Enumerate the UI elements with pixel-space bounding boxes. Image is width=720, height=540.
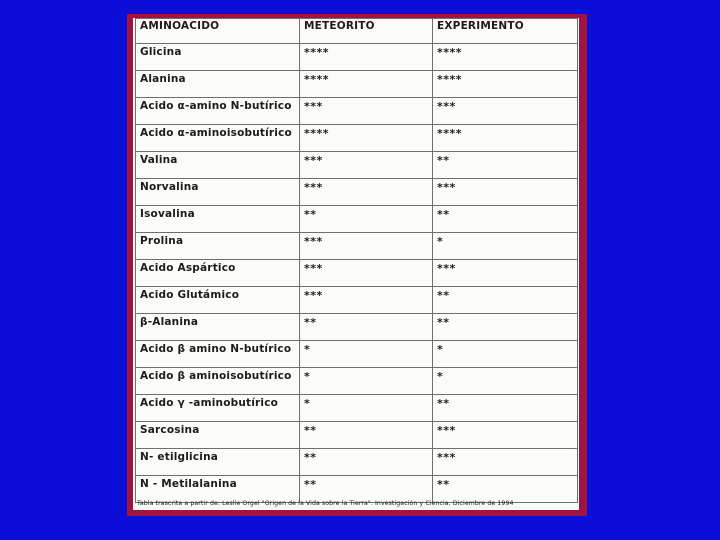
cell-meteorito: ** [300, 206, 433, 233]
cell-aminoacid: Prolina [136, 233, 300, 260]
header-experimento: EXPERIMENTO [433, 19, 578, 44]
table-row [136, 98, 578, 125]
table-row [136, 206, 578, 233]
cell-meteorito: ** [300, 476, 433, 503]
cell-experimento: *** [433, 422, 578, 449]
cell-meteorito: ** [300, 422, 433, 449]
cell-experimento: **** [433, 125, 578, 152]
cell-experimento: *** [433, 260, 578, 287]
cell-aminoacid: N - Metilalanina [136, 476, 300, 503]
cell-meteorito: * [300, 341, 433, 368]
header-aminoacido: AMINOACIDO [136, 19, 300, 44]
cell-aminoacid: Glicina [136, 44, 300, 71]
cell-meteorito: *** [300, 152, 433, 179]
cell-meteorito: **** [300, 71, 433, 98]
cell-aminoacid: Acido α-amino N-butírico [136, 98, 300, 125]
cell-meteorito: ** [300, 449, 433, 476]
table-header-row [136, 19, 578, 44]
cell-experimento: ** [433, 152, 578, 179]
cell-experimento: *** [433, 179, 578, 206]
cell-experimento: ** [433, 395, 578, 422]
cell-experimento: * [433, 341, 578, 368]
cell-experimento: **** [433, 71, 578, 98]
cell-aminoacid: Acido γ -aminobutírico [136, 395, 300, 422]
cell-meteorito: **** [300, 44, 433, 71]
cell-aminoacid: Alanina [136, 71, 300, 98]
cell-meteorito: *** [300, 260, 433, 287]
cell-meteorito: *** [300, 233, 433, 260]
table-row [136, 44, 578, 71]
header-meteorito: METEORITO [300, 19, 433, 44]
table-row [136, 368, 578, 395]
table-row [136, 233, 578, 260]
table-row [136, 476, 578, 503]
cell-meteorito: * [300, 368, 433, 395]
cell-aminoacid: β-Alanina [136, 314, 300, 341]
cell-experimento: * [433, 233, 578, 260]
cell-experimento: * [433, 368, 578, 395]
cell-aminoacid: Acido Glutámico [136, 287, 300, 314]
cell-experimento: ** [433, 287, 578, 314]
cell-experimento: ** [433, 476, 578, 503]
cell-aminoacid: Valina [136, 152, 300, 179]
table-row [136, 422, 578, 449]
table-row [136, 341, 578, 368]
table-row [136, 314, 578, 341]
cell-experimento: **** [433, 44, 578, 71]
cell-meteorito: *** [300, 179, 433, 206]
cell-experimento: *** [433, 98, 578, 125]
table-row [136, 125, 578, 152]
cell-meteorito: *** [300, 287, 433, 314]
table-row [136, 449, 578, 476]
table-row [136, 71, 578, 98]
table-row [136, 179, 578, 206]
cell-experimento: *** [433, 449, 578, 476]
cell-aminoacid: Acido α-aminoisobutírico [136, 125, 300, 152]
cell-aminoacid: Isovalina [136, 206, 300, 233]
cell-meteorito: *** [300, 98, 433, 125]
source-note: Tabla trascrita a partir de: Leslie Orgel "Origen de la Vida sobre la Tierra". Investigación y Ciencia, Diciembre de 1994 [137, 500, 514, 507]
table-body [136, 44, 578, 503]
cell-meteorito: **** [300, 125, 433, 152]
cell-experimento: ** [433, 206, 578, 233]
table-row [136, 395, 578, 422]
cell-aminoacid: Acido β aminoisobutírico [136, 368, 300, 395]
cell-aminoacid: Norvalina [136, 179, 300, 206]
cell-aminoacid: Sarcosina [136, 422, 300, 449]
cell-meteorito: * [300, 395, 433, 422]
document-sheet [133, 18, 579, 510]
cell-meteorito: ** [300, 314, 433, 341]
aminoacid-table [135, 18, 578, 503]
table-row [136, 152, 578, 179]
cell-aminoacid: Acido Aspártico [136, 260, 300, 287]
table-row [136, 287, 578, 314]
cell-aminoacid: Acido β amino N-butírico [136, 341, 300, 368]
slide-frame [127, 14, 587, 516]
table-row [136, 260, 578, 287]
cell-aminoacid: N- etilglicina [136, 449, 300, 476]
cell-experimento: ** [433, 314, 578, 341]
